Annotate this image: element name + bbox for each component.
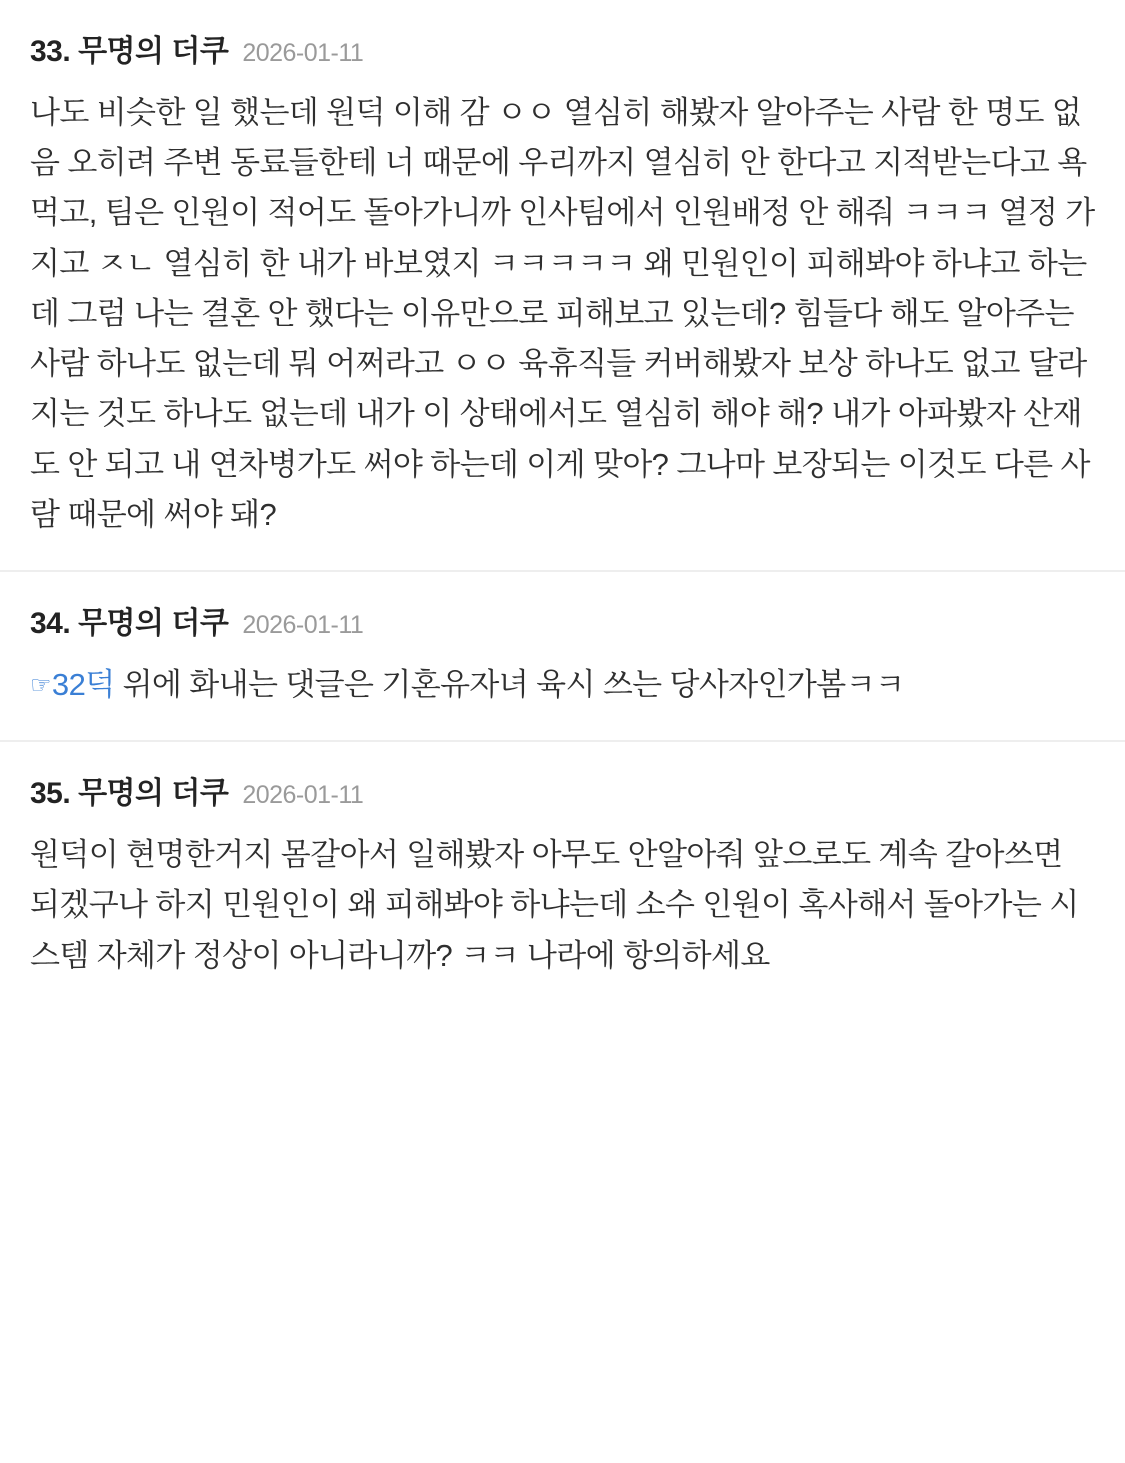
comment-text: 원덕이 현명한거지 몸갈아서 일해봤자 아무도 안알아줘 앞으로도 계속 갈아쓰면 되겠구나 하지 민원인이 왜 피해봐야 하냐는데 소수 인원이 혹사해서 돌아가는 시스템 자체가 정상이 아니라니까? ㅋㅋ 나라에 항의하세요 — [30, 837, 1079, 973]
comment-author — [30, 598, 228, 642]
comment-author-name: 무명의 더쿠 — [78, 35, 229, 68]
comment-body — [30, 88, 1095, 540]
comment-author — [30, 768, 228, 812]
comment-item — [0, 740, 1125, 1011]
comment-number: 35. — [30, 777, 71, 811]
comment-author — [30, 26, 228, 70]
comment-body — [30, 830, 1095, 981]
comment-date: 2026-01-11 — [242, 610, 364, 639]
comment-number: 33. — [30, 35, 71, 68]
pointing-hand-icon: ☞ — [30, 671, 51, 699]
comment-author-name: 무명의 더쿠 — [78, 606, 229, 640]
comment-header — [30, 26, 1095, 70]
comment-number: 34. — [30, 606, 71, 640]
comment-author-name: 무명의 더쿠 — [78, 777, 229, 811]
comment-item — [0, 570, 1125, 740]
comment-text: 위에 화내는 댓글은 기혼유자녀 육시 쓰는 당사자인가봄ㅋㅋ — [114, 666, 905, 702]
comment-item — [0, 0, 1125, 570]
comment-body — [30, 660, 1095, 710]
reply-reference-link[interactable]: 32덕 — [51, 666, 115, 702]
comment-date: 2026-01-11 — [242, 39, 364, 67]
comment-header — [30, 768, 1095, 812]
comment-date: 2026-01-11 — [242, 781, 364, 810]
comment-header — [30, 598, 1095, 642]
comment-text: 나도 비슷한 일 했는데 원덕 이해 감 ㅇㅇ 열심히 해봤자 알아주는 사람 한 명도 없음 오히려 주변 동료들한테 너 때문에 우리까지 열심히 안 한다고 지적받는다고 욕먹고, 팀은 인원이 적어도 돌아가니까 인사팀에서 인원배정 안 해줘 ㅋㅋㅋ 열정 가지고 ㅈㄴ 열심히 한 내가 바보였지 ㅋㅋㅋㅋㅋ 왜 민원인이 피해봐야 하냐고 하는데 그럼 나는 결혼 안 했다는 이유만으로 피해보고 있는데? 힘들다 해도 알아주는 사람 하나도 없는데 뭐 어쩌라고 ㅇㅇ 육휴직들 커버해봤자 보상 하나도 없고 달라지는 것도 하나도 없는데 내가 이 상태에서도 열심히 해야 해? 내가 아파봤자 산재도 안 되고 내 연차병가도 써야 하는데 이게 맞아? 그나마 보장되는 이것도 다른 사람 때문에 써야 돼? — [30, 95, 1095, 532]
